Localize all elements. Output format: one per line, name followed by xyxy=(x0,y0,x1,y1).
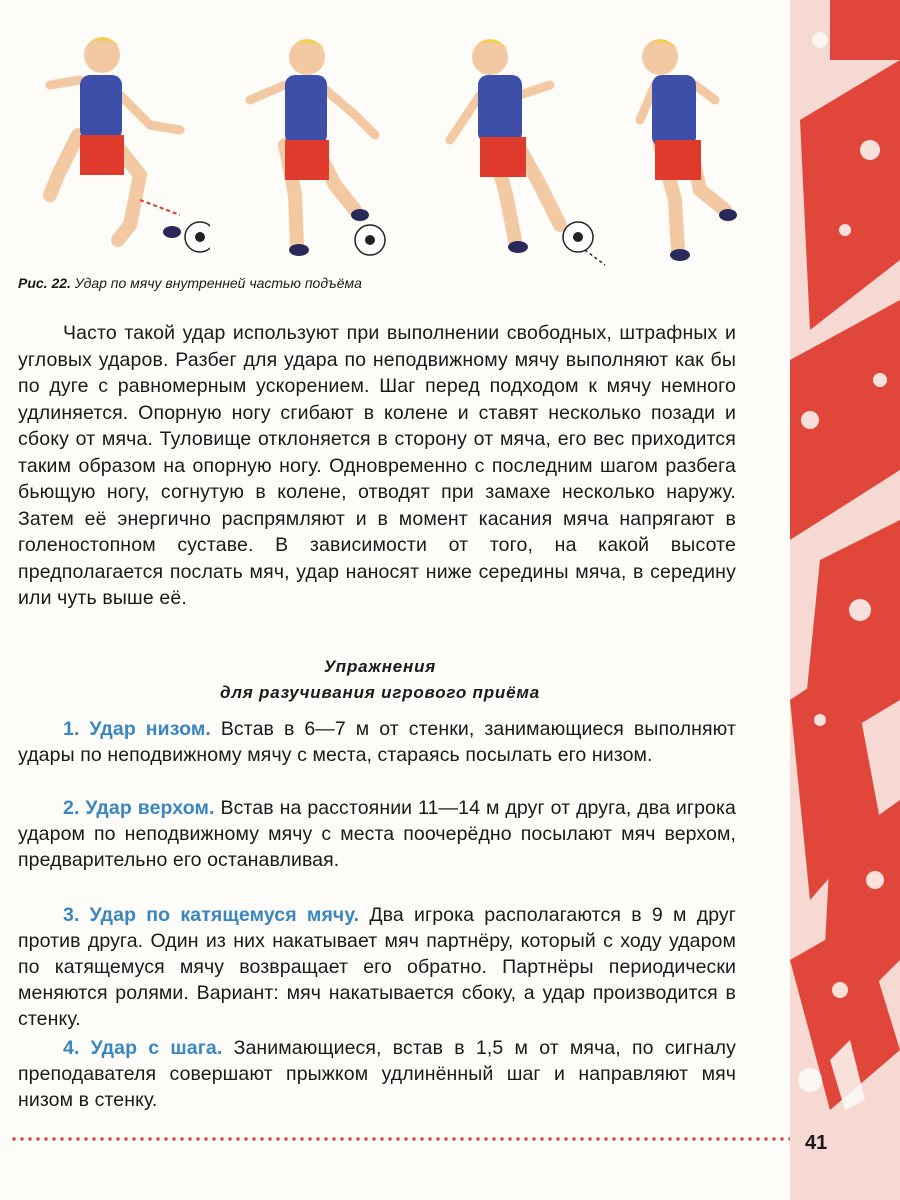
figure-caption-text: Удар по мячу внутренней частью подъёма xyxy=(70,275,362,291)
exercise-3-label: 3. Удар по катящемуся мячу. xyxy=(63,904,360,926)
exercise-1-text: Встав в 6—7 м от стенки, занимающиеся выполняют удары по неподвижному мячу с места, стараясь посылать его низом. xyxy=(18,718,736,766)
body-paragraph: Часто такой удар используют при выполнении свободных, штрафных и угловых ударов. Разбег для удара по неподвижному мячу выполняют как бы по дуге с равномерным ускорением. Шаг перед подходом к мячу немного удлиняется. Опорную ногу сгибают в колене и ставят несколько позади и сбоку от мяча. Туловище отклоняется в сторону от мяча, его вес приходится таким образом на опорную ногу. Одновременно с последним шагом разбега бьющую ногу, согнутую в колене, отводят при замахе несколько наружу. Затем её энергично распрямляют и в момент касания мяча напрягают в голеностопном суставе. В зависимости от того, на какой высоте предполагается послать мяч, удар наносят ниже середины мяча, в середину или чуть выше её. xyxy=(18,322,736,609)
player-phase-2-illustration xyxy=(215,25,405,275)
player-phase-4-illustration xyxy=(600,25,790,275)
decorative-side-texture xyxy=(790,0,900,1200)
section-heading-line2: для разучивания игрового приёма xyxy=(220,683,540,702)
exercise-3 xyxy=(18,902,736,1032)
player-phase-1-illustration xyxy=(20,25,210,275)
exercise-2 xyxy=(18,795,736,873)
exercise-3-text: Два игрока располагаются в 9 м друг против друга. Один из них накатывает мяч партнёру, который с ходу ударом по катящемуся мячу возвращает его обратно. Партнёры периодически меняются ролями. Вариант: мяч накатывается сбоку, а удар производится в стенку. xyxy=(18,904,736,1030)
exercise-4-text: Занимающиеся, встав в 1,5 м от мяча, по сигналу преподавателя совершают прыжком удлинённый шаг и направляют мяч низом в стенку. xyxy=(18,1037,736,1111)
exercise-2-label: 2. Удар верхом. xyxy=(63,797,215,819)
player-phase-3-illustration xyxy=(420,25,610,275)
exercise-4 xyxy=(18,1035,736,1113)
figure-caption xyxy=(18,275,362,291)
exercise-1-label: 1. Удар низом. xyxy=(63,718,211,740)
exercise-4-label: 4. Удар с шага. xyxy=(63,1037,223,1059)
exercise-1 xyxy=(18,716,736,768)
exercise-2-text: Встав на расстоянии 11—14 м друг от друга, два игрока ударом по неподвижному мячу с места поочерёдно посылают мяч верхом, предварительно его останавливая. xyxy=(18,797,736,871)
page-number: 41 xyxy=(805,1132,828,1154)
figure-caption-label: Рис. 22. xyxy=(18,275,71,291)
section-heading-line1: Упражнения xyxy=(323,657,437,676)
footer-dotted-rule xyxy=(10,1136,790,1142)
kick-sequence-figure xyxy=(20,25,780,275)
